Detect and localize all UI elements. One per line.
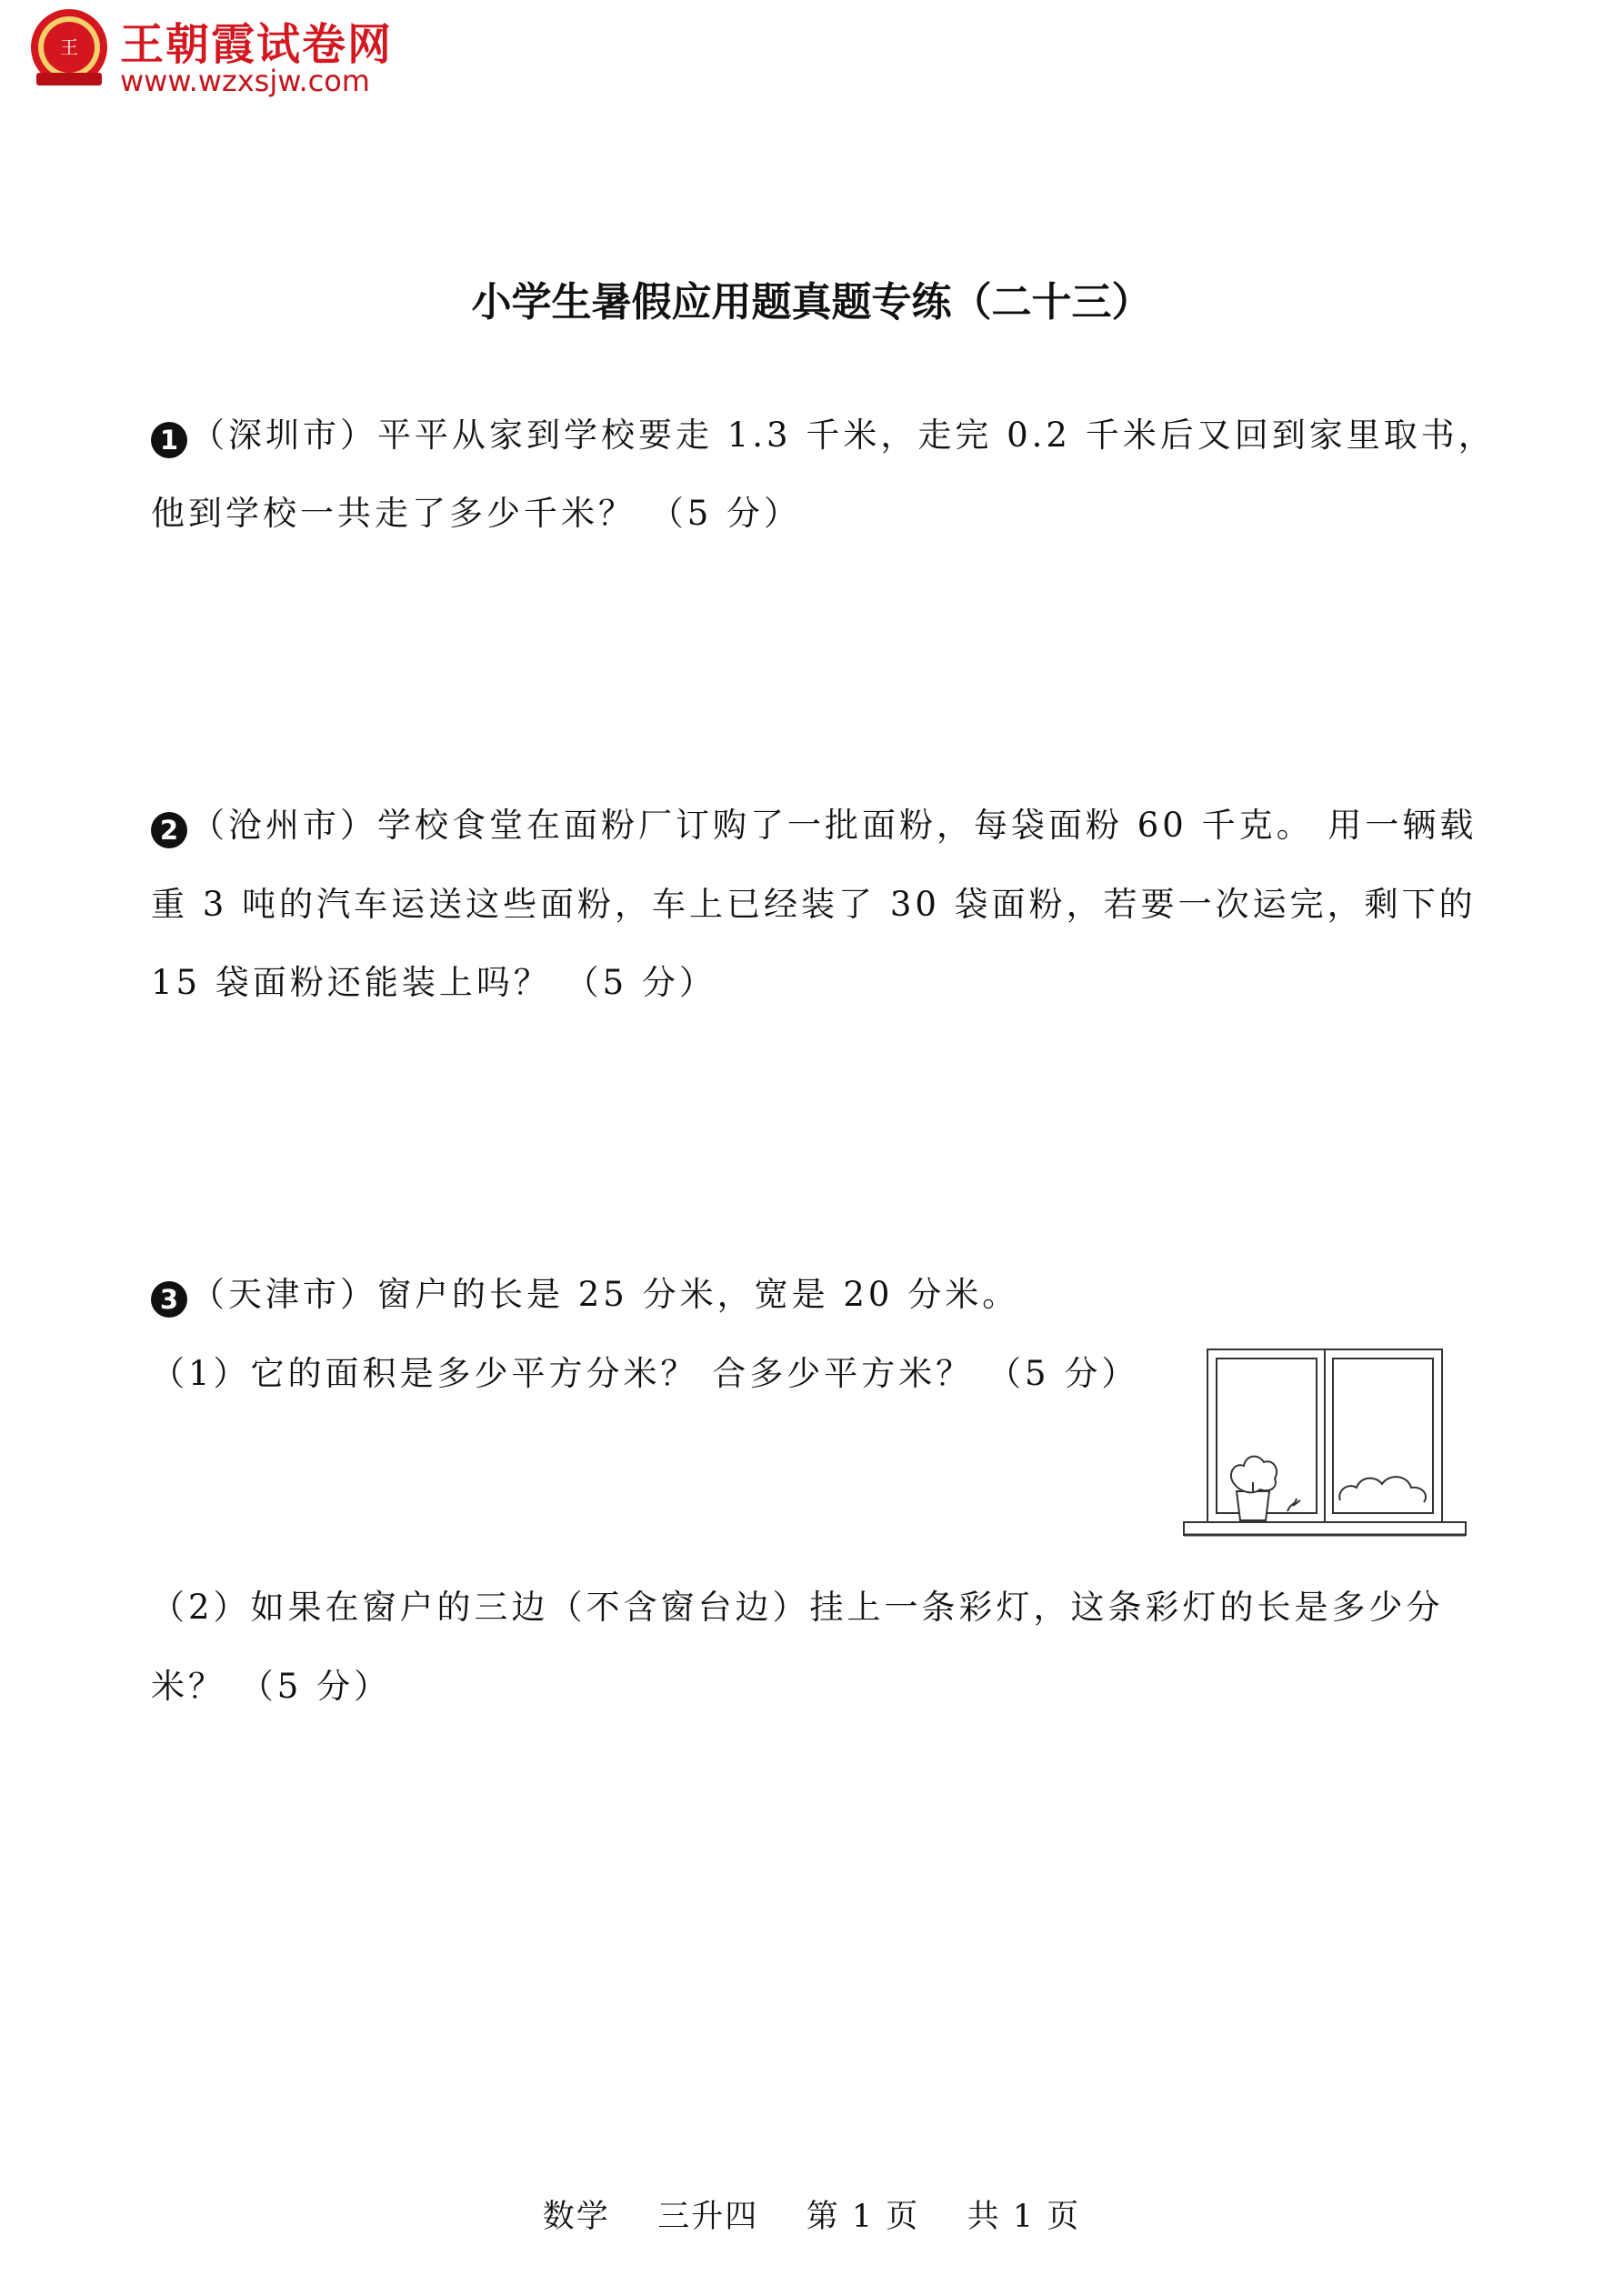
window-illustration (1180, 1346, 1475, 1548)
question-3-part-2-line-1: （2）如果在窗户的三边（不含窗台边）挂上一条彩灯，这条彩灯的长是多少分 (151, 1588, 1444, 1627)
question-2-line-1 (151, 808, 1477, 848)
svg-text:王: 王 (60, 36, 78, 58)
brand-logo-icon (27, 7, 111, 91)
question-3-line-1 (151, 1275, 1020, 1318)
brand-name: 王朝霞试卷网 (120, 19, 394, 70)
question-3-part-1: （1）它的面积是多少平方分米？ 合多少平方米？ （5 分） (151, 1354, 1139, 1393)
question-number-badge: 3 (151, 1281, 187, 1318)
question-3-text: （天津市）窗户的长是 25 分米，宽是 20 分米。 (191, 1275, 1020, 1314)
question-1-line-1 (151, 418, 1496, 458)
brand-url[interactable]: www.wzxsjw.com (120, 64, 370, 98)
question-2-line-2: 重 3 吨的汽车运送这些面粉，车上已经装了 30 袋面粉，若要一次运完，剩下的 (151, 885, 1477, 924)
question-2-line-3: 15 袋面粉还能装上吗？ （5 分） (151, 963, 716, 1002)
question-1-text: （深圳市）平平从家到学校要走 1.3 千米，走完 0.2 千米后又回到家里取书， (191, 416, 1496, 455)
question-2-text: （沧州市）学校食堂在面粉厂订购了一批面粉，每袋面粉 60 千克。 用一辆载 (191, 806, 1478, 845)
question-3-part-2-line-2: 米？ （5 分） (151, 1667, 392, 1706)
question-number-badge: 2 (151, 812, 187, 848)
page-footer: 数学 三升四 第 1 页 共 1 页 (542, 2199, 1081, 2235)
question-1-line-2: 他到学校一共走了多少千米？ （5 分） (151, 494, 802, 533)
page-title: 小学生暑假应用题真题专练（二十三） (471, 279, 1152, 326)
question-number-badge: 1 (151, 422, 187, 458)
